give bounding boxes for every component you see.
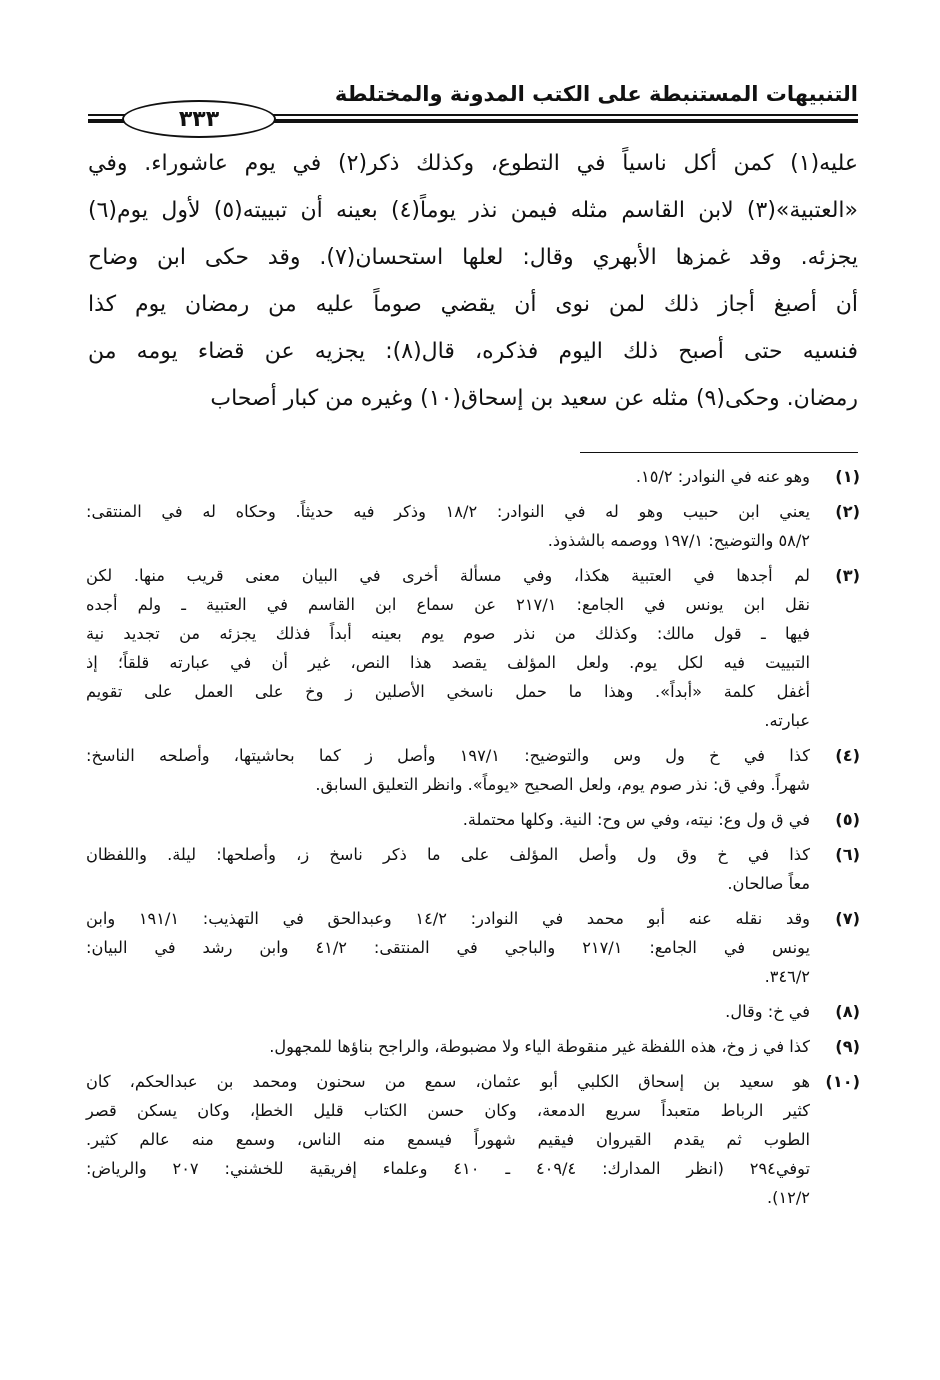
footnote — [86, 561, 860, 735]
footnote-number: (٧) — [835, 909, 860, 928]
footnote-line: شهراً. وفي ق: نذر صوم يوم، ولعل الصحيح «يوماً». وانظر التعليق السابق. — [315, 775, 810, 794]
footnote-number: (٨) — [835, 1002, 860, 1021]
footnote-line: لم أجدها في العتبية هكذا، وفي مسألة أخرى في البيان معنى قريب منها. لكن — [86, 566, 810, 585]
footnote-line: في ق ول وع: نيته، وفي س وح: النية. وكلها محتملة. — [462, 810, 810, 829]
footnote-number: (١٠) — [825, 1072, 860, 1091]
running-title: التنبيهات المستنبطة على الكتب المدونة والمختلطة — [334, 82, 858, 106]
footnote-separator — [580, 452, 858, 453]
text-line: يجزئه. وقد غمزها الأبهري وقال: لعلها استحسان(٧). وقد حكى ابن وضاح — [88, 245, 859, 270]
footnote-line: كثير الرباط متعبداً سريع الدمعة، وكان حسن الكتاب قليل الخطإ، وكان يسكن قصر — [86, 1101, 810, 1120]
footnote-line: أغفل كلمة «أبداً». وهذا ما حمل ناسخي الأصلين ز وخ على العمل على تقويم — [86, 682, 810, 701]
footnote-number: (٦) — [835, 845, 860, 864]
footnote-line: يونس في الجامع: ٢١٧/١ والباجي في المنتقى: ٤١/٢ وابن رشد في البيان: — [86, 938, 810, 957]
footnote-line: وقد نقله عنه أبو محمد في النوادر: ١٤/٢ وعبدالحق في التهذيب: ١٩١/١ وابن — [86, 909, 810, 928]
text-line: رمضان. وحكى(٩) مثله عن سعيد بن إسحاق(١٠) وغيره من كبار أصحاب — [210, 386, 858, 411]
footnote-line: ١٢/٢). — [766, 1188, 810, 1207]
footnote-number: (٢) — [835, 502, 860, 521]
footnote — [86, 840, 860, 898]
footnote — [86, 497, 860, 555]
footnote — [86, 741, 860, 799]
footnote-line: وهو عنه في النوادر: ١٥/٢. — [635, 467, 810, 486]
footnote — [86, 805, 860, 834]
footnote-line: نقل ابن يونس في الجامع: ٢١٧/١ عن سماع ابن القاسم في العتبية ـ ولم أجده — [86, 595, 810, 614]
footnote-line: هو سعيد بن إسحاق الكلبي أبو عثمان، سمع من سحنون ومحمد بن عبدالحكم، كان — [86, 1072, 810, 1091]
footnote-line: كذا في خ ول وس والتوضيح: ١٩٧/١ وأصل ز كما بحاشيتها، وأصلحه الناسخ: — [86, 746, 810, 765]
footnote-line: في خ: وقال. — [725, 1002, 810, 1021]
footnote-line: كذا في خ وق ول وأصل المؤلف على ما ذكر ناسخ ز، وأصلحها: ليلة. واللفظان — [86, 845, 810, 864]
footnote-line: يعني ابن حبيب وهو له في النوادر: ١٨/٢ وذكر فيه حديثاً. وحكاه له في المنتقى: — [86, 502, 811, 521]
footnote — [86, 462, 860, 491]
footnote-line: فيها ـ قول مالك: وكذلك من نذر صوم يوم بعينه أبداً فذلك يجزئه من تجديد نية — [86, 624, 810, 643]
main-text — [88, 140, 858, 422]
footnote-line: عبارته. — [764, 711, 810, 730]
footnote — [86, 1067, 860, 1212]
footnote — [86, 997, 860, 1026]
footnote-number: (٩) — [835, 1037, 860, 1056]
footnote-number: (٥) — [835, 810, 860, 829]
text-line: «العتبية»(٣) لابن القاسم مثله فيمن نذر يوماً(٤) بعينه أن تبييته(٥) لأول يوم(٦) — [88, 198, 858, 223]
footnote-number: (٤) — [835, 746, 860, 765]
footnote-line: التبييت فيه لكل يوم. ولعل المؤلف يقصد هذا النص، غير أن في عبارته قلقاً؛ إذ — [86, 653, 810, 672]
text-line: فنسيه حتى أصبح ذلك اليوم فذكره، قال(٨): يجزيه عن قضاء يومه من — [88, 339, 858, 364]
text-line: عليه(١) كمن أكل ناسياً في التطوع، وكذلك ذكر(٢) في يوم عاشوراء. وفي — [88, 151, 859, 176]
footnote-line: كذا في ز وخ، هذه اللفظة غير منقوطة الياء ولا مضبوطة، والراجح بناؤها للمجهول. — [269, 1037, 810, 1056]
footnote-line: معاً صالحان. — [727, 874, 810, 893]
footnote — [86, 904, 860, 991]
footnote-line: ٣٤٦/٢. — [764, 967, 810, 986]
page-header — [88, 78, 858, 132]
footnote — [86, 1032, 860, 1061]
page-number: ٣٣٣ — [122, 100, 276, 138]
footnote-line: الطوب ثم يقدم القيروان فيقيم شهوراً فيسمع منه الناس، وسمع منه عالم كثير. — [86, 1130, 810, 1149]
footnote-number: (٣) — [835, 566, 860, 585]
footnote-number: (١) — [835, 467, 860, 486]
footnote-line: توفي٢٩٤ (انظر المدارك: ٤٠٩/٤ ـ ٤١٠ وعلماء إفريقية للخشني: ٢٠٧ والرياض: — [86, 1159, 810, 1178]
footnotes — [86, 462, 860, 1218]
footnote-line: ٥٨/٢ والتوضيح: ١٩٧/١ ووصمه بالشذوذ. — [547, 531, 810, 550]
text-line: أن أصبغ أجاز ذلك لمن نوى أن يقضي صوماً عليه من رمضان يوم كذا — [88, 292, 858, 317]
